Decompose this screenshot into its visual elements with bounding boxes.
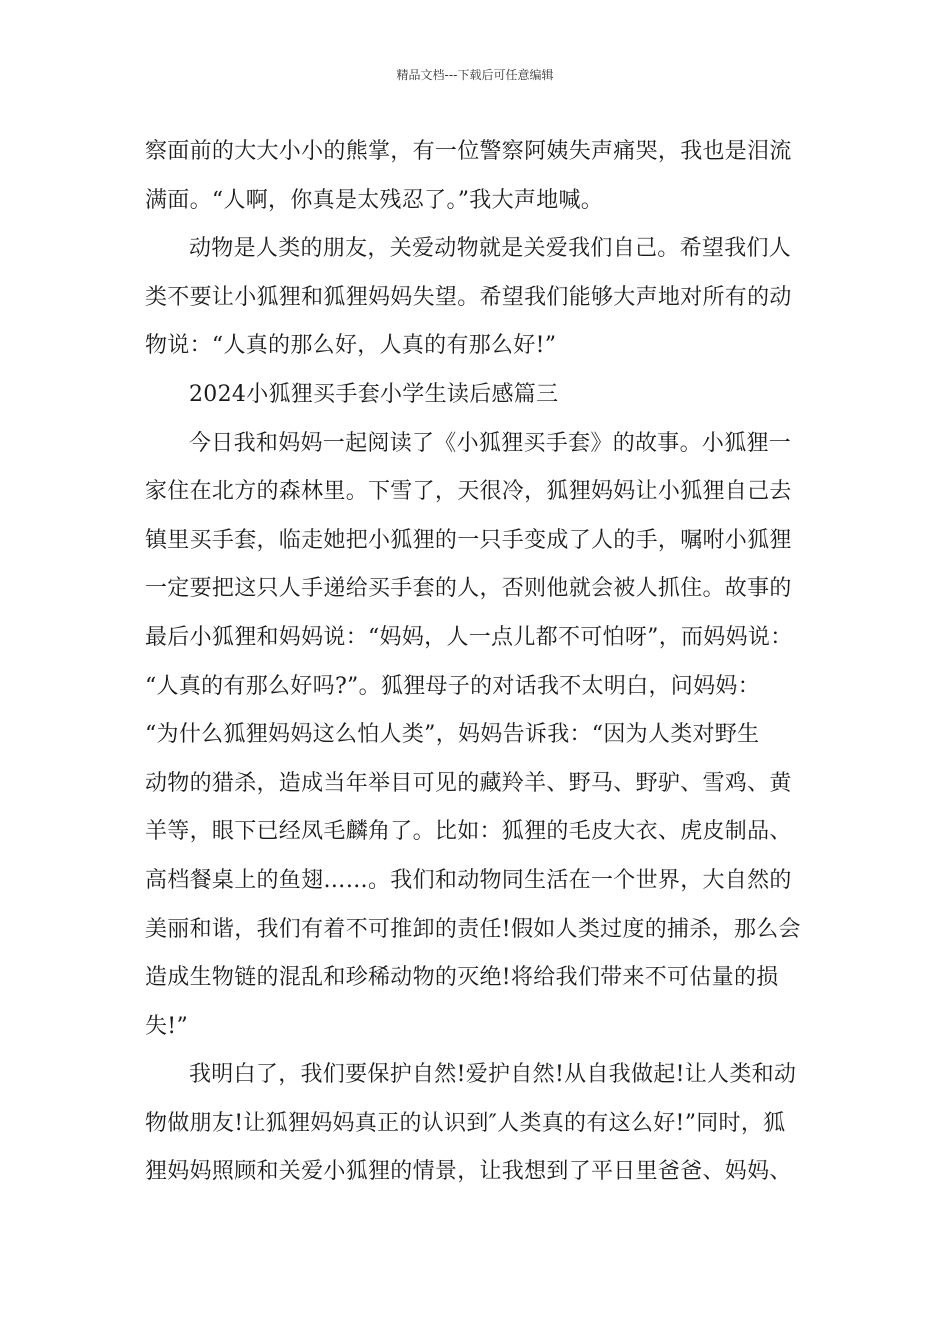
paragraph bbox=[145, 420, 817, 1052]
text-line: 一定要把这只人手递给买手套的人，否则他就会被人抓住。故事的 bbox=[145, 576, 792, 602]
text-line: 类不要让小狐狸和狐狸妈妈失望。希望我们能够大声地对所有的动 bbox=[145, 284, 792, 310]
text-line: 物做朋友!让狐狸妈妈真正的认识到″人类真的有这么好!”同时，狐 bbox=[145, 1110, 786, 1136]
text-line: 美丽和谐，我们有着不可推卸的责任!假如人类过度的捕杀，那么会 bbox=[145, 916, 801, 942]
paragraph bbox=[145, 225, 817, 371]
text-line: 最后小狐狸和妈妈说：“妈妈，人一点儿都不可怕呀”，而妈妈说： bbox=[145, 624, 793, 650]
document-body bbox=[145, 128, 817, 1197]
text-line: 造成生物链的混乱和珍稀动物的灭绝!将给我们带来不可估量的损 bbox=[145, 965, 779, 991]
heading-line: 2024小狐狸买手套小学生读后感篇三 bbox=[189, 381, 559, 407]
text-line: “人真的有那么好吗?”。狐狸母子的对话我不太明白，问妈妈： bbox=[145, 673, 760, 699]
text-line: 动物是人类的朋友，关爱动物就是关爱我们自己。希望我们人 bbox=[189, 236, 792, 262]
text-line: 家住在北方的森林里。下雪了，天很冷，狐狸妈妈让小狐狸自己去 bbox=[145, 479, 792, 505]
text-line: 羊等，眼下已经凤毛麟角了。比如：狐狸的毛皮大衣、虎皮制品、 bbox=[145, 819, 792, 845]
text-line: 高档餐桌上的鱼翅……。我们和动物同生活在一个世界，大自然的 bbox=[145, 867, 792, 893]
page-header: 精品文档---下载后可任意编辑 bbox=[396, 68, 554, 82]
text-line: 狸妈妈照顾和关爱小狐狸的情景，让我想到了平日里爸爸、妈妈、 bbox=[145, 1159, 792, 1185]
section-heading bbox=[145, 371, 817, 420]
text-line: 物说：“人真的那么好，人真的有那么好!” bbox=[145, 333, 557, 359]
text-line: 失!” bbox=[145, 1013, 188, 1039]
text-line: 察面前的大大小小的熊掌，有一位警察阿姨失声痛哭，我也是泪流 bbox=[145, 139, 792, 164]
text-line: 满面。“人啊，你真是太残忍了。”我大声地喊。 bbox=[145, 187, 604, 213]
text-line: 镇里买手套，临走她把小狐狸的一只手变成了人的手，嘱咐小狐狸 bbox=[145, 527, 792, 553]
text-line: 今日我和妈妈一起阅读了《小狐狸买手套》的故事。小狐狸一 bbox=[189, 430, 792, 456]
text-line: 动物的猎杀，造成当年举目可见的藏羚羊、野马、野驴、雪鸡、黄 bbox=[145, 770, 792, 796]
paragraph bbox=[145, 128, 817, 225]
text-line: 我明白了，我们要保护自然!爱护自然!从自我做起!让人类和动 bbox=[189, 1062, 797, 1088]
text-line: “为什么狐狸妈妈这么怕人类”，妈妈告诉我：“因为人类对野生 bbox=[145, 722, 760, 748]
paragraph bbox=[145, 1051, 817, 1197]
